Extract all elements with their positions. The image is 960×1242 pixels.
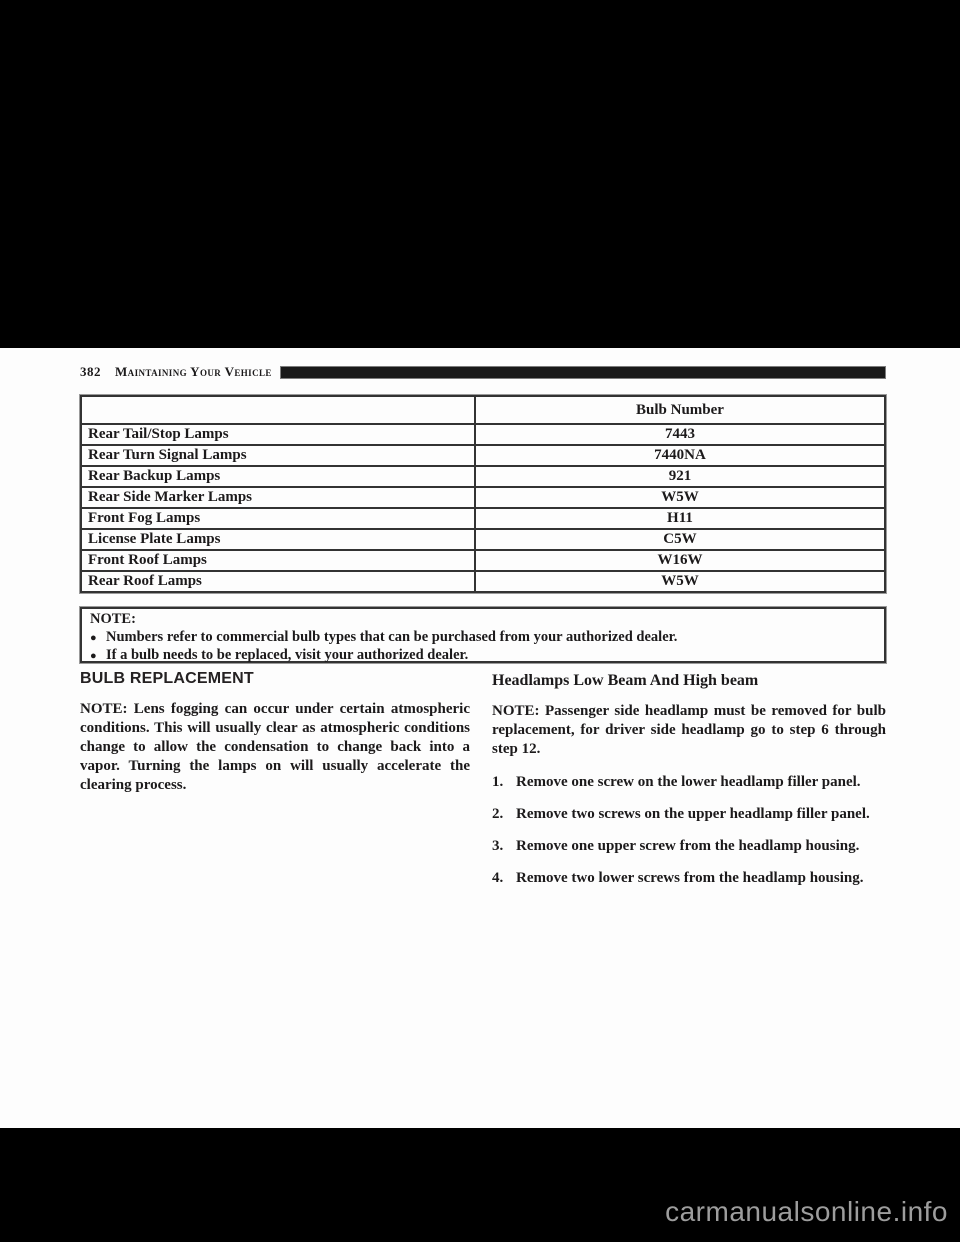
lamp-label: Rear Tail/Stop Lamps bbox=[81, 424, 475, 445]
headlamp-steps-list bbox=[492, 773, 886, 887]
bulb-replacement-heading: BULB REPLACEMENT bbox=[80, 670, 254, 687]
lamp-label: Rear Roof Lamps bbox=[81, 571, 475, 592]
table-note-box bbox=[80, 607, 886, 663]
bulb-value: 921 bbox=[475, 466, 885, 487]
step-text: Remove two lower screws from the headlamp housing. bbox=[516, 870, 864, 886]
note-title: NOTE: bbox=[90, 611, 136, 627]
table-row bbox=[81, 445, 885, 466]
bulb-value: H11 bbox=[475, 508, 885, 529]
step-item bbox=[492, 837, 886, 855]
lamp-label: Rear Turn Signal Lamps bbox=[81, 445, 475, 466]
table-row bbox=[81, 508, 885, 529]
bullet-icon: ● bbox=[90, 632, 97, 644]
bulb-value: 7440NA bbox=[475, 445, 885, 466]
step-number: 1. bbox=[492, 774, 504, 790]
table-row bbox=[81, 424, 885, 445]
bulb-value: W5W bbox=[475, 487, 885, 508]
bulb-value: W5W bbox=[475, 571, 885, 592]
table-header-row bbox=[81, 396, 885, 424]
note-bullet-text: If a bulb needs to be replaced, visit your authorized dealer. bbox=[106, 647, 469, 663]
bulb-number-table bbox=[80, 395, 886, 593]
lens-fogging-note: NOTE: Lens fogging can occur under certain atmospheric conditions. This will usually clear as atmospheric conditions change to allow the condensation to change back into a vapor. Turning the lamps on will usually accelerate the clearing process. bbox=[80, 701, 470, 793]
left-column bbox=[80, 670, 470, 795]
step-text: Remove one upper screw from the headlamp housing. bbox=[516, 838, 860, 854]
note-bullet-item bbox=[90, 647, 876, 665]
step-item bbox=[492, 773, 886, 791]
bulb-number-column-header: Bulb Number bbox=[475, 396, 885, 424]
lamp-label: Front Roof Lamps bbox=[81, 550, 475, 571]
page-number: 382 bbox=[80, 364, 101, 379]
chapter-title: Maintaining Your Vehicle bbox=[115, 364, 272, 379]
bulb-value: W16W bbox=[475, 550, 885, 571]
table-row bbox=[81, 571, 885, 592]
lamp-label: Rear Backup Lamps bbox=[81, 466, 475, 487]
bulb-value: 7443 bbox=[475, 424, 885, 445]
step-text: Remove one screw on the lower headlamp filler panel. bbox=[516, 774, 861, 790]
note-bullet-item bbox=[90, 629, 876, 647]
manual-page bbox=[0, 348, 960, 1128]
running-header bbox=[80, 364, 886, 380]
headlamps-heading: Headlamps Low Beam And High beam bbox=[492, 672, 759, 689]
bullet-icon: ● bbox=[90, 650, 97, 662]
watermark-text: carmanualsonline.info bbox=[665, 1196, 948, 1227]
table-row bbox=[81, 529, 885, 550]
note-bullet-text: Numbers refer to commercial bulb types that can be purchased from your authorized dealer. bbox=[106, 629, 678, 645]
table-row bbox=[81, 487, 885, 508]
step-number: 4. bbox=[492, 870, 504, 886]
lamp-label: Rear Side Marker Lamps bbox=[81, 487, 475, 508]
lamp-label: Front Fog Lamps bbox=[81, 508, 475, 529]
header-divider-bar bbox=[280, 366, 886, 379]
step-number: 2. bbox=[492, 806, 504, 822]
headlamp-note: NOTE: Passenger side headlamp must be removed for bulb replacement, for driver side headlamp go to step 6 through step 12. bbox=[492, 703, 886, 757]
right-column bbox=[492, 670, 886, 901]
bulb-value: C5W bbox=[475, 529, 885, 550]
table-row bbox=[81, 550, 885, 571]
step-text: Remove two screws on the upper headlamp filler panel. bbox=[516, 806, 870, 822]
empty-header-cell bbox=[81, 396, 475, 424]
step-item bbox=[492, 869, 886, 887]
step-item bbox=[492, 805, 886, 823]
table-row bbox=[81, 466, 885, 487]
step-number: 3. bbox=[492, 838, 504, 854]
lamp-label: License Plate Lamps bbox=[81, 529, 475, 550]
